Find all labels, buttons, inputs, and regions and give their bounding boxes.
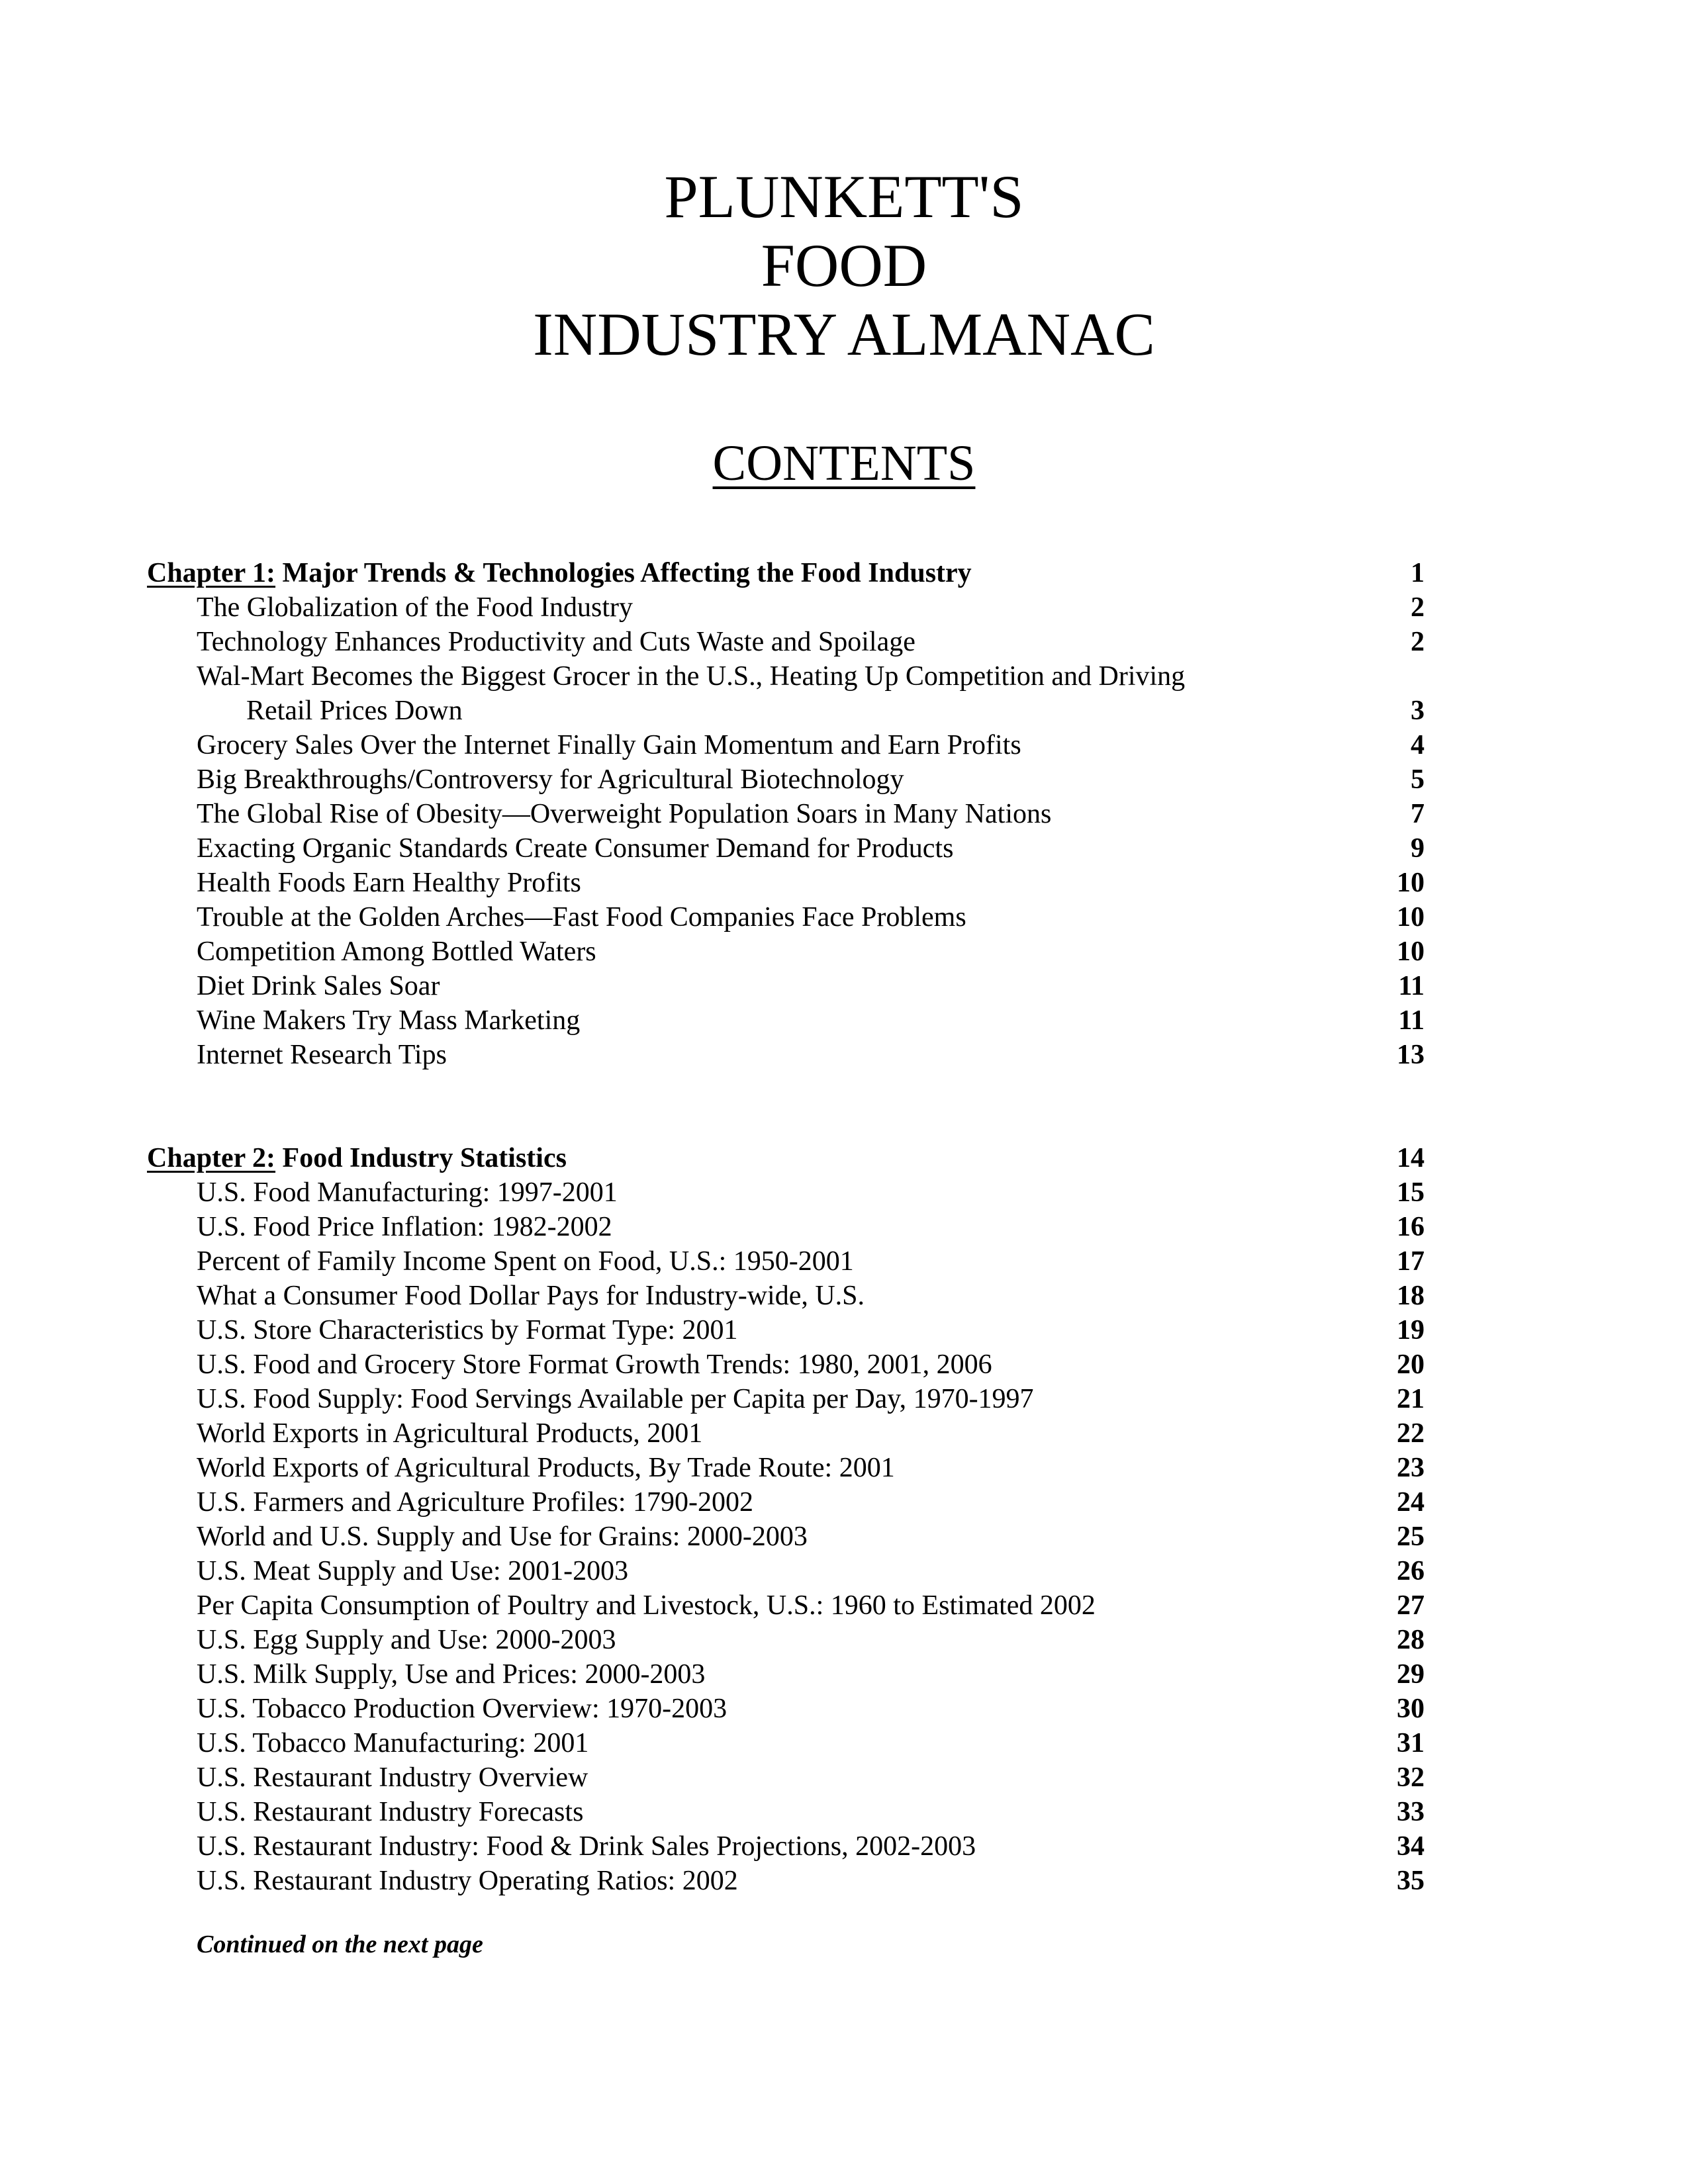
toc-entry <box>147 1726 1425 1760</box>
toc-entry-page: 32 <box>1397 1762 1425 1793</box>
toc-entry <box>147 1623 1425 1657</box>
chapter-1-heading <box>147 556 1425 590</box>
toc-entry <box>147 1520 1425 1554</box>
toc-entry-page: 33 <box>1397 1797 1425 1827</box>
chapter-1-label: Chapter 1: <box>147 558 276 588</box>
title-line-3: INDUSTRY ALMANAC <box>533 300 1155 368</box>
chapter-2-page: 14 <box>1397 1143 1425 1173</box>
chapter-2-heading <box>147 1141 1425 1175</box>
toc-entry-title: Diet Drink Sales Soar <box>197 971 440 1001</box>
toc-entry-title: Trouble at the Golden Arches—Fast Food Companies Face Problems <box>197 902 966 933</box>
toc-entry-page: 11 <box>1398 971 1425 1001</box>
chapter-1-page: 1 <box>1411 558 1425 588</box>
toc-entry <box>147 1003 1425 1038</box>
toc-entry-title: U.S. Store Characteristics by Format Type: 2001 <box>197 1315 738 1345</box>
toc-entry <box>147 1175 1425 1210</box>
toc-entry-page: 10 <box>1397 936 1425 967</box>
toc-entry-title: U.S. Restaurant Industry Overview <box>197 1762 588 1793</box>
toc-entry <box>147 1210 1425 1244</box>
toc-entry <box>147 866 1425 900</box>
chapter-2-section <box>147 1141 1425 1898</box>
toc-entry <box>147 1795 1425 1829</box>
toc-entry <box>147 590 1425 625</box>
toc-entry-page: 10 <box>1397 868 1425 898</box>
document-title <box>0 162 1688 369</box>
toc-entry-title: U.S. Food and Grocery Store Format Growth Trends: 1980, 2001, 2006 <box>197 1349 992 1380</box>
toc-entry <box>147 1038 1425 1072</box>
toc-entry-page: 23 <box>1397 1453 1425 1483</box>
toc-entry-page: 20 <box>1397 1349 1425 1380</box>
toc-entry-title: U.S. Egg Supply and Use: 2000-2003 <box>197 1625 616 1655</box>
contents-heading: CONTENTS <box>712 435 976 491</box>
toc-entry <box>147 831 1425 866</box>
toc-entry-title: Health Foods Earn Healthy Profits <box>197 868 581 898</box>
toc-entry-page: 3 <box>1411 696 1425 726</box>
toc-entry-title: Competition Among Bottled Waters <box>197 936 596 967</box>
toc-entry-title: World Exports in Agricultural Products, 2001 <box>197 1418 703 1449</box>
toc-entry-page: 11 <box>1398 1005 1425 1036</box>
toc-entry-title: U.S. Milk Supply, Use and Prices: 2000-2003 <box>197 1659 706 1690</box>
toc-entry <box>147 1657 1425 1692</box>
toc-entry <box>147 1760 1425 1795</box>
toc-entry <box>147 934 1425 969</box>
toc-entry-title: U.S. Tobacco Production Overview: 1970-2003 <box>197 1694 727 1724</box>
toc-entry <box>147 728 1425 762</box>
toc-entry-page: 16 <box>1397 1212 1425 1242</box>
toc-entry <box>147 1416 1425 1451</box>
toc-entry <box>147 659 1425 694</box>
toc-entry-page: 25 <box>1397 1522 1425 1552</box>
toc-entry-page: 26 <box>1397 1556 1425 1586</box>
toc-entry <box>147 1279 1425 1313</box>
toc-entry-page: 17 <box>1397 1246 1425 1277</box>
toc-entry-title: Big Breakthroughs/Controversy for Agricultural Biotechnology <box>197 764 904 795</box>
toc-entry-title: U.S. Farmers and Agriculture Profiles: 1790-2002 <box>197 1487 754 1518</box>
toc-entry-page: 22 <box>1397 1418 1425 1449</box>
toc-entry-title: U.S. Restaurant Industry Operating Ratios: 2002 <box>197 1866 738 1896</box>
toc-entry-title: Internet Research Tips <box>197 1040 447 1070</box>
toc-entry-page: 15 <box>1397 1177 1425 1208</box>
toc-entry <box>147 1451 1425 1485</box>
chapter-2-label: Chapter 2: <box>147 1143 276 1173</box>
toc-entry <box>147 1554 1425 1588</box>
toc-entry-page: 9 <box>1411 833 1425 864</box>
toc-entry-page: 2 <box>1411 627 1425 657</box>
chapter-2-title: Food Industry Statistics <box>282 1143 567 1173</box>
toc-entry <box>147 1382 1425 1416</box>
toc-entry-title: U.S. Food Manufacturing: 1997-2001 <box>197 1177 618 1208</box>
toc-entry-title: The Global Rise of Obesity—Overweight Population Soars in Many Nations <box>197 799 1052 829</box>
toc-entry-title: Exacting Organic Standards Create Consumer Demand for Products <box>197 833 954 864</box>
toc-entry <box>147 694 1425 728</box>
toc-entry-title: U.S. Tobacco Manufacturing: 2001 <box>197 1728 589 1758</box>
toc-entry-page: 10 <box>1397 902 1425 933</box>
title-line-1: PLUNKETT'S <box>664 163 1024 230</box>
toc-entry-page: 21 <box>1397 1384 1425 1414</box>
toc-entry-page: 35 <box>1397 1866 1425 1896</box>
toc-entry-page: 30 <box>1397 1694 1425 1724</box>
continued-note: Continued on the next page <box>197 1931 483 1958</box>
toc-entry-title: What a Consumer Food Dollar Pays for Industry-wide, U.S. <box>197 1281 865 1311</box>
toc-entry-page: 4 <box>1411 730 1425 760</box>
toc-entry <box>147 1829 1425 1864</box>
toc-entry <box>147 797 1425 831</box>
toc-entry-title: U.S. Food Price Inflation: 1982-2002 <box>197 1212 612 1242</box>
toc-entry-page: 5 <box>1411 764 1425 795</box>
toc-entry <box>147 1588 1425 1623</box>
toc-entry-title: Wine Makers Try Mass Marketing <box>197 1005 581 1036</box>
toc-entry-title: The Globalization of the Food Industry <box>197 592 633 623</box>
toc-entry-title: Per Capita Consumption of Poultry and Livestock, U.S.: 1960 to Estimated 2002 <box>197 1590 1096 1621</box>
toc-entry-page: 28 <box>1397 1625 1425 1655</box>
toc-entry <box>147 900 1425 934</box>
toc-entry-title: Grocery Sales Over the Internet Finally Gain Momentum and Earn Profits <box>197 730 1021 760</box>
chapter-1-section <box>147 556 1425 1072</box>
toc-entry-page: 34 <box>1397 1831 1425 1862</box>
toc-entry <box>147 1864 1425 1898</box>
toc-entry-title: World and U.S. Supply and Use for Grains: 2000-2003 <box>197 1522 808 1552</box>
toc-entry <box>147 1313 1425 1347</box>
toc-entry-title: U.S. Food Supply: Food Servings Available per Capita per Day, 1970-1997 <box>197 1384 1034 1414</box>
toc-entry-title: U.S. Restaurant Industry: Food & Drink Sales Projections, 2002-2003 <box>197 1831 976 1862</box>
toc-entry <box>147 1244 1425 1279</box>
toc-entry-title: U.S. Meat Supply and Use: 2001-2003 <box>197 1556 629 1586</box>
toc-entry <box>147 1692 1425 1726</box>
toc-entry-page: 29 <box>1397 1659 1425 1690</box>
toc-entry <box>147 969 1425 1003</box>
toc-entry-page: 31 <box>1397 1728 1425 1758</box>
toc-entry-page: 2 <box>1411 592 1425 623</box>
toc-entry <box>147 1485 1425 1520</box>
toc-entry-page: 24 <box>1397 1487 1425 1518</box>
toc-entry <box>147 1347 1425 1382</box>
toc-entry-page: 7 <box>1411 799 1425 829</box>
toc-entry-page: 13 <box>1397 1040 1425 1070</box>
toc-entry-title: Percent of Family Income Spent on Food, U.S.: 1950-2001 <box>197 1246 854 1277</box>
toc-entry-title: Wal-Mart Becomes the Biggest Grocer in the U.S., Heating Up Competition and Driving <box>197 661 1186 692</box>
toc-entry <box>147 762 1425 797</box>
chapter-1-title: Major Trends & Technologies Affecting the Food Industry <box>282 558 972 588</box>
toc-entry-title: Technology Enhances Productivity and Cuts Waste and Spoilage <box>197 627 915 657</box>
toc-entry <box>147 625 1425 659</box>
toc-entry-page: 18 <box>1397 1281 1425 1311</box>
toc-entry-title: World Exports of Agricultural Products, By Trade Route: 2001 <box>197 1453 895 1483</box>
toc-entry-title: U.S. Restaurant Industry Forecasts <box>197 1797 584 1827</box>
title-line-2: FOOD <box>761 232 927 299</box>
toc-entry-title: Retail Prices Down <box>246 696 463 726</box>
toc-entry-page: 19 <box>1397 1315 1425 1345</box>
toc-entry-page: 27 <box>1397 1590 1425 1621</box>
